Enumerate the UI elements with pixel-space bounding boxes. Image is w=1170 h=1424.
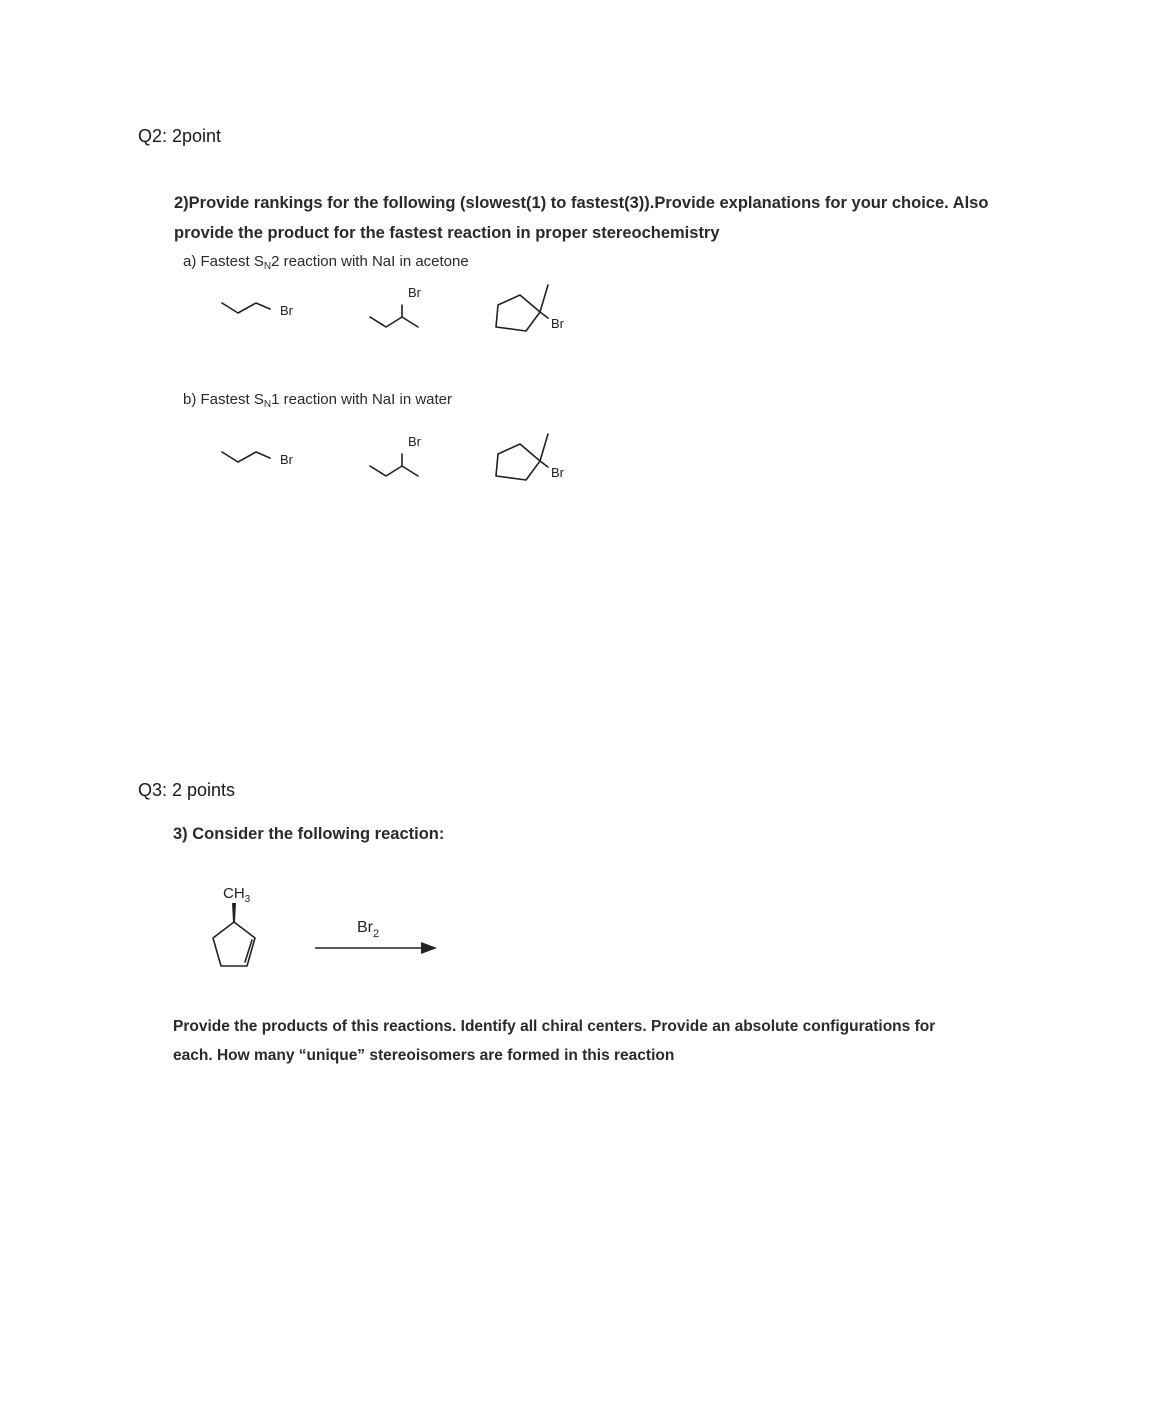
q2-part-b-label: [183, 391, 452, 410]
q2-prompt-line1: 2)Provide rankings for the following (slowest(1) to fastest(3)).Provide explanations for your choice. Also: [174, 194, 989, 212]
structure-b-bromomethylcyclopentane: [496, 434, 565, 480]
q2-part-a-label: [183, 253, 469, 272]
q2-prompt-line2: provide the product for the fastest reaction in proper stereochemistry: [174, 224, 720, 242]
structure-bromomethylcyclopentane: [496, 285, 565, 331]
part-a-suffix: 2 reaction with NaI in acetone: [271, 253, 469, 270]
structure-b-1-bromobutane: [222, 452, 294, 467]
q3-question-line2: each. How many “unique” stereoisomers are formed in this reaction: [173, 1047, 675, 1064]
q2-header: Q2: 2point: [138, 126, 222, 146]
structure-2-bromobutane-br: Br: [408, 285, 421, 300]
part-b-prefix: b) Fastest S: [183, 391, 264, 408]
reactant-ch-label: $CH_3$: [223, 885, 251, 905]
q3-prompt: 3) Consider the following reaction:: [173, 825, 445, 843]
wedge-bond: [232, 903, 236, 922]
structure-b-bromomethylcyclopentane-br: Br: [551, 465, 564, 480]
part-a-prefix: a) Fastest S: [183, 253, 264, 270]
part-a-subscript: N: [263, 261, 272, 272]
part-b-structures: [200, 424, 620, 494]
q3-question-line1: Provide the products of this reactions. Identify all chiral centers. Provide an absolute configurations for: [173, 1018, 936, 1035]
part-b-suffix: 1 reaction with NaI in water: [271, 391, 453, 408]
part-a-structures: [200, 275, 620, 345]
reaction-arrow: [315, 942, 437, 954]
structure-b-2-bromobutane: [370, 434, 422, 476]
structure-b-2-bromobutane-br: Br: [408, 434, 421, 449]
q3-reaction-scheme: [195, 878, 455, 988]
structure-1-bromobutane: [222, 303, 294, 318]
reactant-methylcyclopentene: [213, 885, 255, 966]
structure-b-1-bromobutane-br: Br: [280, 452, 293, 467]
reagent-br2: $Br_2$: [357, 919, 380, 940]
structure-bromomethylcyclopentane-br: Br: [551, 316, 564, 331]
q3-header: Q3: 2 points: [138, 780, 236, 800]
part-b-subscript: N: [263, 399, 272, 410]
structure-1-bromobutane-br: Br: [280, 303, 293, 318]
structure-2-bromobutane: [370, 285, 422, 327]
